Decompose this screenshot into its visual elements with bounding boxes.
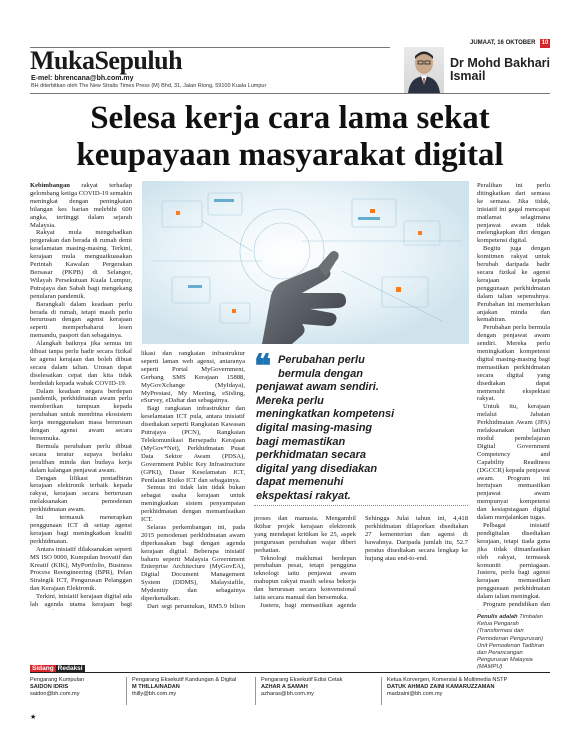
section-masthead: MukaSepuluh bbox=[30, 46, 183, 75]
paragraph: Program pendidikan dan bbox=[483, 601, 550, 609]
logo-part-a: Sidang bbox=[32, 665, 54, 672]
article-column-4 bbox=[365, 515, 468, 610]
footer-divider bbox=[255, 677, 256, 705]
pull-quote-line: meningkatkan kompetensi bbox=[256, 408, 395, 421]
star-icon: ★ bbox=[30, 713, 37, 721]
author-note-text: Timbalan Ketua Pengarah (Transformasi dan Pemodenan Pengurusan) Unit Pemodenan Tadbiran dan Perancangan Pengurusan Malaysia (MAMPU) bbox=[477, 614, 545, 671]
author-name-line2: Ismail bbox=[450, 69, 486, 83]
article-column-1 bbox=[30, 182, 132, 610]
editor-credit-3 bbox=[261, 677, 391, 698]
paragraph: proses dan manusia. Mengambil iktibar projek kerajaan elektronik yang mendapat kritikan ke 25, aspek pengurusan perubahan wajar diberi perhatian. bbox=[254, 515, 356, 554]
paragraph: Rakyat mula mengehadkan pergerakan dan berada di rumah demi keselamatan masing-masing. Terkini, kerajaan mula menguatkuasakan Perintah Kawalan Pergerakan Bersasar (PKPB) di Selangor, Wilayah Persekutuan Kuala Lumpur, Putrajaya dan Sabah bagi mengekang penularan pandemik. bbox=[30, 229, 132, 300]
paragraph: Perubahan perlu bermula dengan penjawat awam sendiri. Mereka perlu meningkatkan kompetensi digital masing-masing bagi memastikan perkhidmatan secara digital yang disediakan dapat memenuhi ekspektasi rakyat. bbox=[477, 324, 550, 403]
article-column-5 bbox=[477, 182, 550, 610]
lead-word: Kebimbangan bbox=[30, 182, 70, 189]
paragraph: Selaras perkembangan ini, pada 2015 pemodenan perkhidmatan awam diperkasakan bagi dengan agenda kerajaan digital. Beberapa inisiatif baharu seperti Malaysia Government Enterprise Architecture (MyGovEA), Digital Document Management System (DDMS), Malaysiafile, Mydentity dan sebagainya diperkenalkan. bbox=[141, 523, 245, 603]
paragraph: Justeru, bagi memastikan agenda bbox=[260, 601, 356, 609]
paragraph: Untuk itu, kerajaan melalui Jabatan Perkhidmatan Awam (JPA) melaksanakan latihan modul pembelajaran Digital Government Competency and Capability Readiness (DGCCR) kepada penjawat awam. Program ini bertujuan memastikan penjawat awam mempunyai kompetensi dan kesiapsiagaan digital dalam menjalankan tugas. bbox=[477, 403, 550, 522]
paragraph bbox=[30, 182, 132, 229]
pull-quote-line: bermula dengan bbox=[278, 367, 363, 380]
headline-line2: keupayaan masyarakat digital bbox=[76, 137, 504, 173]
editor-role: Pengarang Kumpulan bbox=[30, 677, 85, 683]
paragraph: Barangkali dalam keadaan perlu berada di rumah, tetapi masih perlu berurusan dengan agensi kerajaan seperti memperbaharui lesen memandu, pasport dan sebagainya. bbox=[30, 300, 132, 340]
editor-role: Pengarang Eksekutif Kandungan & Digital bbox=[132, 677, 237, 683]
article-illustration bbox=[142, 181, 469, 344]
paragraph: Dengan lifikasi pentadbiran kerajaan elektronik terbaik kepada rakyat, kerajaan secara berterusan melaksanakan pemodenan perkhidmatan awam. bbox=[30, 474, 132, 514]
editor-name: AZHAR A SAMAH bbox=[261, 684, 308, 690]
editor-name: SAIDON IDRIS bbox=[30, 684, 69, 690]
header-bottom-rule bbox=[30, 93, 550, 94]
pull-quote-line: bagi memastikan bbox=[256, 435, 346, 448]
editor-email[interactable]: madzaini@bh.com.my bbox=[387, 691, 443, 697]
paragraph: Alangkah baiknya jika semua ini dibuat tanpa perlu hadir secara fizikal ke agensi kerajaan dan boleh dibuat secara dalam talian. Urusan dapat diselesaikan cepat dan kita tidak berdedah kepada wabak COVID-19. bbox=[30, 340, 132, 387]
pull-quote-line: Mereka perlu bbox=[256, 394, 324, 407]
article-column-3 bbox=[254, 515, 356, 610]
author-portrait bbox=[404, 47, 444, 93]
editor-name: M THILLAINADAN bbox=[132, 684, 180, 690]
pull-quote-line: Perubahan perlu bbox=[278, 354, 365, 366]
footer-divider bbox=[126, 677, 127, 705]
paragraph: Terkini, inisiatif kerajaan digital ada lah agenda utama kerajaan bagi bbox=[30, 593, 132, 609]
digital-hand-illustration bbox=[142, 181, 469, 344]
author-note-label: Penulis adalah bbox=[477, 614, 518, 620]
paragraph: Begitu juga dengan komitmen rakyat untuk berubah daripada hadir secara fizikal ke agensi kerajaan kepada penggunaan perkhidmatan dalam talian sepenuhnya. Perubahan ini memerlukan anjakan minda dan kemahiran. bbox=[477, 245, 550, 324]
article-column-2 bbox=[141, 350, 245, 610]
paragraph: Peralihan ini perlu ditingkatkan dari semasa ke semasa. Jika tidak, inisiatif ini gagal mencapai matlamat selagimana penjawat awam tidak melengkapkan diri dengan kompetensi digital. bbox=[477, 182, 550, 245]
page-number-badge: 10 bbox=[541, 40, 549, 46]
article-headline bbox=[30, 100, 550, 174]
editor-name: DATUK AHMAD ZAINI KAMARUZZAMAN bbox=[387, 684, 495, 690]
paragraph: Ini termasuk menerapkan penggunaan ICT di setiap agensi kerajaan bagi meningkatkan kualiti perkhidmatan. bbox=[30, 514, 132, 545]
editor-email[interactable]: thilly@bh.com.my bbox=[132, 691, 177, 697]
author-name bbox=[450, 57, 550, 83]
paragraph: Pelbagai inisiatif pendigitalan disediakan kerajaan, tetapi tiada guna jika tidak dimanfaatkan oleh rakyat, termasuk komuniti perniagaan. Justeru, perlu bagi agensi kerajaan memastikan penggunaan perkhidmatan dalam talian meningkat. bbox=[477, 521, 550, 601]
footer-divider bbox=[381, 677, 382, 705]
dateline: JUMAAT, 16 OKTOBER bbox=[470, 40, 536, 46]
paragraph: Bagi rangkaian infrastruktur dan keselamatan ICT pula, antara inisiatif disediakan seperti Rangkaian Kawasan Putrajaya (PCN), Rangkaian Telekomunikasi Bersepadu Kerajaan (MyGov*Net), Perkhidmatan Pusat Data Sektor Awam (PDSA), Government Public Key Infrastructure (GPKI), Dasar Keselamatan ICT, Penilaian Risiko ICT dan sebagainya. bbox=[141, 405, 245, 484]
paragraph: Semua ini tidak lain tidak bukan sebagai usaha kerajaan untuk meningkatkan sistem penyampaian perkhidmatan dengan memanfaatkan ICT. bbox=[141, 484, 245, 524]
paragraph: Bermula perubahan perlu dibuat secara teratur supaya berlaku peralihan minda dan budaya kerja dalam kalangan penjawat awam. bbox=[30, 442, 132, 474]
author-note bbox=[477, 614, 550, 672]
paragraph-text: rakyat terhadap gelombang ketiga COVID-19 semakin meningkat dengan peningkatan bilangan kes harian melebihi 600 angka, tertinggi dalam sejarah Malaysia. bbox=[30, 182, 132, 229]
editor-email[interactable]: saidon@bh.com.my bbox=[30, 691, 80, 697]
logo-part-b: Redaksi bbox=[57, 665, 83, 672]
quote-mark-icon: ❝ bbox=[254, 348, 272, 384]
headline-line1: Selesa kerja cara lama sekat bbox=[90, 100, 490, 136]
editor-role: Pengarang Eksekutif Edisi Cetak bbox=[261, 677, 343, 683]
paragraph: Teknologi maklumat berdepan perubahan pesat, tetapi pengguna teknologi iaitu penjawat awam mahupun rakyat masih selesa bekerja dan berurusan secara konvensional iaitu secara manual dan bersemuka. bbox=[254, 554, 356, 602]
editor-role: Ketua Korvergen, Komersial & Multimedia NSTP bbox=[387, 677, 508, 683]
pull-quote-line: digital yang disediakan bbox=[256, 462, 378, 475]
pull-quote-line: perkhidmatan secara bbox=[256, 449, 367, 462]
section-email: E-mel: bhrencana@bh.com.my bbox=[31, 75, 134, 82]
paragraph: likasi dan rangkaian infrastruktur seperti laman web agensi, antaranya seperti Portal MyGovernment, Gerbang SMS Kerajaan 15888, MyGovXchange (MyIdaya), MyPrestasi, My Meeting, eSisling, eSurvey, eDaftar dan sebagainya. bbox=[141, 350, 245, 405]
editor-email[interactable]: azharas@bh.com.my bbox=[261, 691, 314, 697]
footer-rule bbox=[30, 672, 550, 673]
pull-quote bbox=[254, 348, 468, 504]
paragraph: Dari segi peruntukan, RM5.9 bilion bbox=[147, 603, 245, 610]
paragraph: Sehingga Julai tahun ini, 4,418 perkhidmatan dilaporkan disediakan 27 kementerian dan agensi di bawahnya. Daripada jumlah itu, 52.7 peratus disediakan secara lengkap ke hujung atau end-to-end. bbox=[365, 515, 468, 562]
publisher-info: BH diterbitkan oleh The New Straits Times Press (M) Bhd, 31, Jalan Riong, 59100 Kuala Lumpur bbox=[31, 83, 267, 89]
author-portrait-image bbox=[404, 47, 444, 93]
paragraph: Antara inisiatif dilaksanakan seperti MS ISO 9000, Kumpulan Inovatif dan Kreatif (KIK), MyPortfolio, Business Process Reengineering (BPR), Pelan Strategik ICT, Pengurusan Pelanggan dan Kerajaan Elektronik. bbox=[30, 545, 132, 593]
pull-quote-line: digital masing-masing bbox=[256, 421, 373, 434]
author-name-line1: Dr Mohd Bakhari bbox=[450, 56, 551, 70]
pull-quote-line: penjawat awam sendiri. bbox=[256, 381, 379, 394]
pull-quote-divider bbox=[254, 505, 468, 506]
editor-credit-4 bbox=[387, 677, 550, 698]
pull-quote-line: ekspektasi rakyat. bbox=[256, 489, 351, 502]
paragraph: Dalam keadaan negara berdepan pandemik, perkhidmatan awam perlu memberikan tumpuan kepada perubahan untuk membina ekosistem kerja menggunakan masa berurusan dengan agensi awam secara bersemuka. bbox=[30, 387, 132, 442]
pull-quote-line: dapat memenuhi bbox=[256, 476, 344, 489]
